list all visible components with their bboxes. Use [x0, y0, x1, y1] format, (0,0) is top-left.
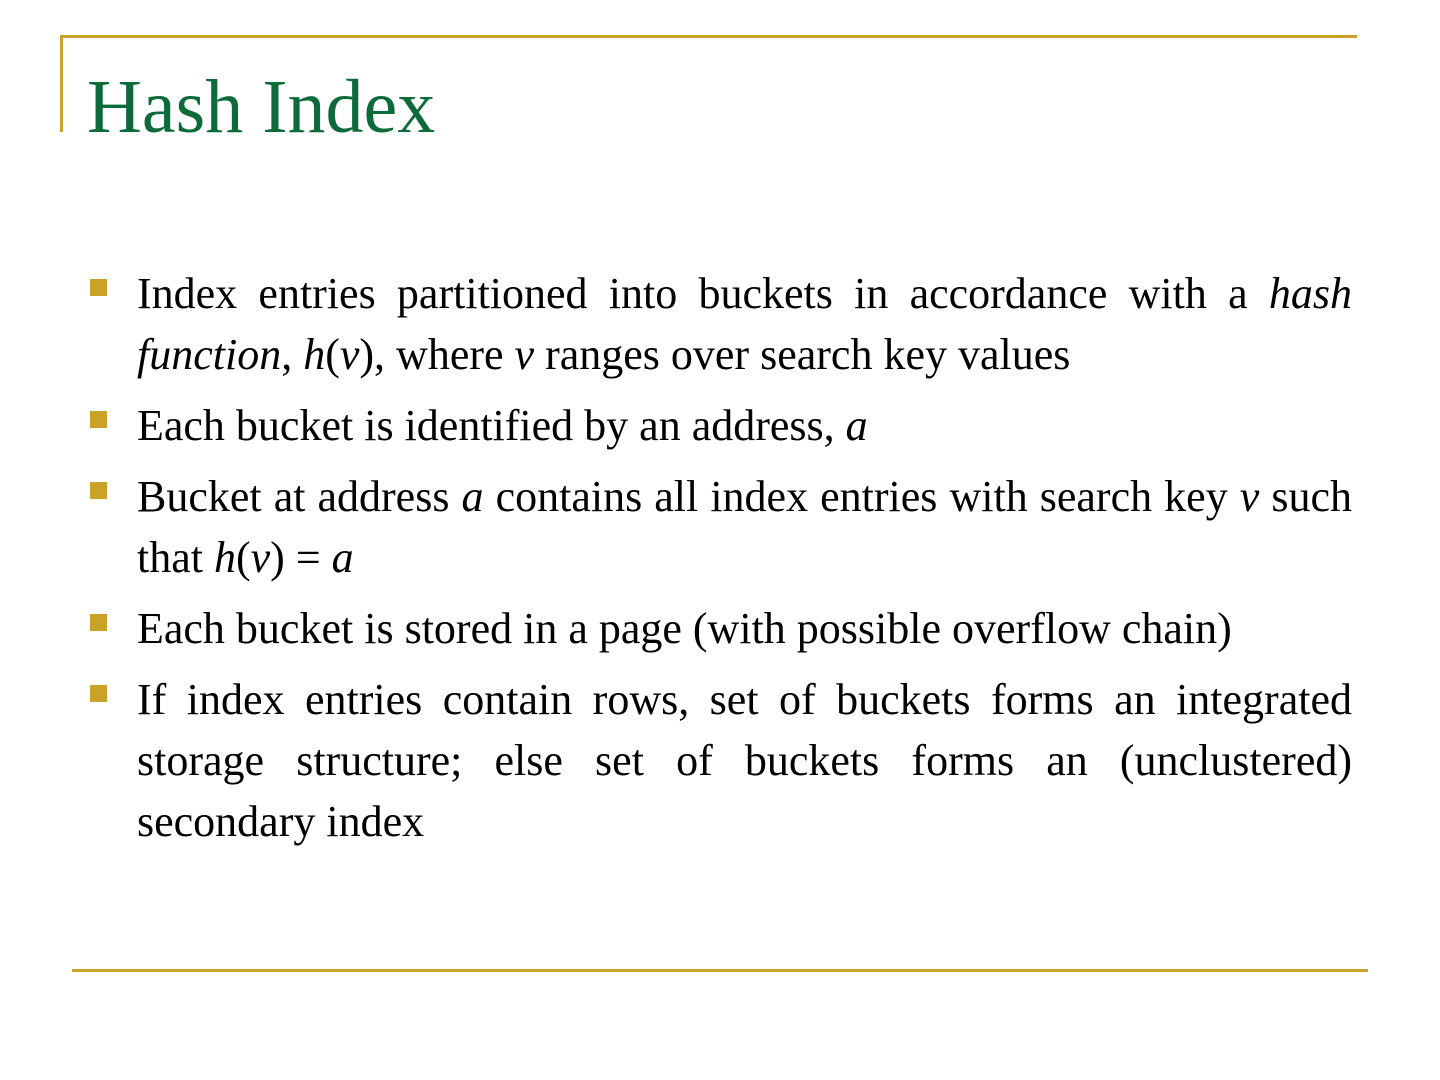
bullet-text-italic: a — [331, 533, 354, 582]
bullet-text: Bucket at address — [137, 472, 462, 521]
bullet-text-italic: v — [250, 533, 271, 582]
bullet-text: ), where — [359, 330, 515, 379]
bullet-square-icon — [90, 614, 107, 631]
bullet-text-italic: v — [514, 330, 535, 379]
top-rule — [60, 35, 1357, 38]
bullet-square-icon — [90, 685, 107, 702]
bullet-item-bucket-contents — [90, 466, 1352, 588]
bullet-square-icon — [90, 411, 107, 428]
bullet-text: ( — [325, 330, 340, 379]
bullet-text: ) = — [270, 533, 332, 582]
bullet-text-italic: a — [461, 472, 484, 521]
bullet-text-italic: v — [339, 330, 360, 379]
bullet-square-icon — [90, 279, 107, 296]
bullet-list — [90, 263, 1352, 862]
bullet-text: ( — [235, 533, 251, 582]
bullet-text-italic: v — [1239, 472, 1260, 521]
bullet-text: , — [281, 330, 304, 379]
bullet-text: Each bucket is stored in a page (with possible overflow chain) — [137, 604, 1232, 653]
bullet-text: such that — [137, 472, 1353, 582]
slide-title: Hash Index — [87, 65, 436, 149]
left-rule — [60, 35, 63, 132]
bullet-item-bucket-page — [90, 598, 1352, 659]
bullet-text-italic: h — [213, 533, 236, 582]
bottom-rule — [72, 969, 1368, 972]
bullet-text-italic: h — [303, 330, 326, 379]
bullet-square-icon — [90, 482, 107, 499]
bullet-text-italic: a — [845, 401, 868, 450]
bullet-text: If index entries contain rows, set of buckets forms an integrated storage structure; else set of buckets forms an (unclustered) secondary index — [137, 675, 1352, 846]
bullet-text: contains all index entries with search key — [483, 472, 1240, 521]
bullet-text: Index entries partitioned into buckets in accordance with a — [137, 269, 1269, 318]
bullet-item-hash-function — [90, 263, 1352, 385]
bullet-item-storage-structure — [90, 669, 1352, 852]
bullet-text: Each bucket is identified by an address, — [137, 401, 846, 450]
bullet-item-bucket-address — [90, 395, 1352, 456]
bullet-text-italic: hash function — [137, 269, 1352, 379]
bullet-text: ranges over search key values — [534, 330, 1071, 379]
